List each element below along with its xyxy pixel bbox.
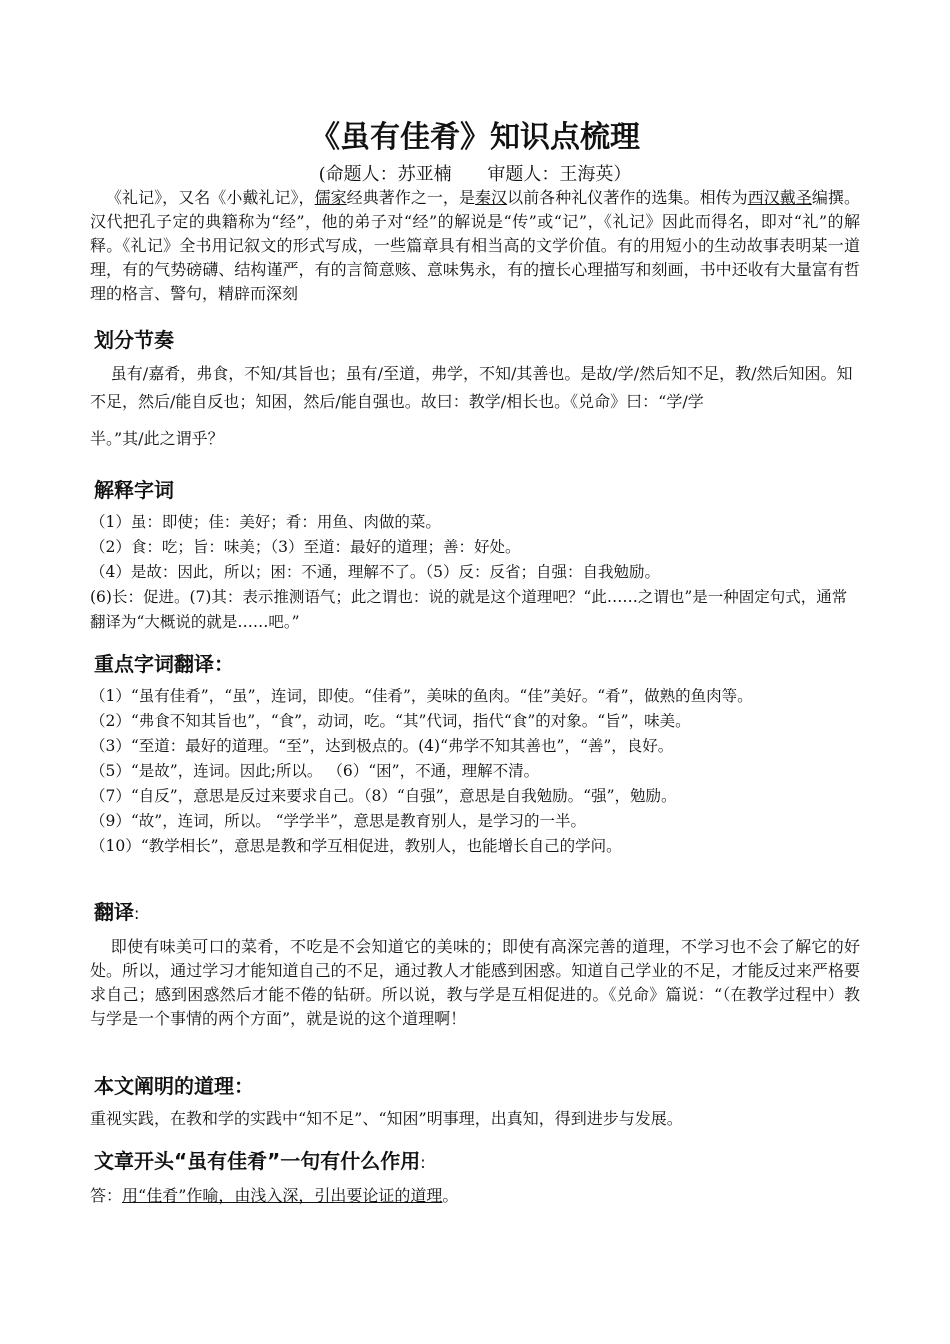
reviewer-credit: 审题人：王海英） (487, 164, 632, 185)
list-item: (6)长：促进。(7)其：表示推测语气；此之谓也：说的就是这个道理吧？“此……之谓也”是一种固定句式，通常翻译为“大概说的就是……吧。” (90, 588, 848, 631)
principle-text: 重视实践，在教和学的实践中“知不足”、“知困”明事理，出真知，得到进步与发展。 (90, 1109, 683, 1128)
intro-text: 以前各种礼仪著作的选集。相传为 (507, 188, 748, 207)
intro-text: 经典著作之一，是 (346, 188, 475, 207)
heading-text: 翻译 (94, 900, 134, 924)
opening-answer (90, 1183, 860, 1206)
list-item: （3）“至道：最好的道理。“至”，达到极点的。(4)“弗学不知其善也”，“善”，良好。 (90, 737, 674, 755)
list-item: （9）“故”，连词，所以。 “学学半”，意思是教育别人，是学习的一半。 (90, 812, 586, 830)
translation-paragraph: 即使有味美可口的菜肴，不吃是不会知道它的美味的；即使有高深完善的道理，不学习也不会了解它的好处。所以，通过学习才能知道自己的不足，通过教人才能感到困惑。知道自己学业的不足，才能反过来严格要求自己；感到困惑然后才能不倦的钻研。所以说，教与学是互相促进的。《兑命》篇说：“（在教学过程中）教与学是一个事情的两个方面”，就是说的这个道理啊！ (90, 937, 860, 1028)
intro-paragraph (90, 186, 860, 306)
list-item: （1）虽：即使；佳：美好；肴：用鱼、肉做的菜。 (90, 513, 441, 531)
answer-text: 用“佳肴”作喻，由浅入深，引出要论证的道理 (122, 1186, 443, 1205)
answer-label: 答： (90, 1186, 123, 1205)
document-title: 《虽有佳肴》知识点梳理 (310, 120, 640, 155)
section-heading-words: 解释字词 (94, 478, 174, 502)
intro-text: 编撰。汉代把孔子定的典籍称为“经”，他的弟子对“经”的解说是“传”或“记”，《礼记》因此而得名，即对“礼”的解释。《礼记》全书用记叙文的形式写成，一些篇章具有相当高的文学价值。有的用短小的生动故事表明某一道理，有的气势磅礴、结构谨严，有的言简意赅、意味隽永，有的擅长心理描写和刻画，书中还收有大量富有哲理的格言、警句，精辟而深刻 (90, 188, 860, 303)
rhythm-paragraph: 虽有/嘉肴，弗食，不知/其旨也；虽有/至道，弗学，不知/其善也。是故/学/然后知不足，教/然后知困。知不足，然后/能自反也；知困，然后/能自强也。故曰：教学/相长也。《兑命》曰：“学/学 (90, 364, 853, 411)
list-item: （2）“弗食不知其旨也”，“食”，动词，吃。“其”代词，指代“食”的对象。“旨”，味美。 (90, 712, 691, 730)
section-heading-translation (94, 896, 139, 925)
list-item: （1）“虽有佳肴”，“虽”，连词，即使。“佳肴”，美味的鱼肉。“佳”美好。“肴”，做熟的鱼肉等。 (90, 687, 753, 705)
link-rujia[interactable]: 儒家 (314, 188, 347, 207)
list-item: （7）“自反”，意思是反过来要求自己。（8）“自强”，意思是自我勉励。“强”，勉励。 (90, 787, 677, 805)
word-explanations (90, 510, 860, 635)
key-word-translations (90, 684, 880, 859)
rhythm-paragraph-end: 半。”其/此之谓乎？ (90, 429, 224, 448)
section-heading-rhythm: 划分节奏 (94, 328, 174, 352)
link-qinhan[interactable]: 秦汉 (475, 188, 508, 207)
heading-text: 文章开头“虽有佳肴”一句有什么作用 (94, 1149, 421, 1173)
heading-colon: : (420, 1153, 426, 1172)
list-item: （4）是故：因此，所以；困：不通，理解不了。（5）反：反省；自强：自我勉励。 (90, 563, 660, 581)
list-item: （10）“教学相长”，意思是教和学互相促进，教别人，也能增长自己的学问。 (90, 837, 622, 855)
list-item: （2）食：吃；旨：味美；（3）至道：最好的道理；善：好处。 (90, 538, 521, 556)
link-daisheng[interactable]: 西汉戴圣 (747, 188, 812, 207)
document-subtitle (0, 160, 950, 186)
section-heading-key-words: 重点字词翻译： (94, 652, 234, 676)
heading-colon: : (134, 904, 140, 923)
author-credit: (命题人：苏亚楠 (318, 164, 452, 185)
section-heading-principle: 本文阐明的道理： (94, 1074, 254, 1098)
intro-text: 《礼记》，又名《小戴礼记》， (106, 188, 315, 207)
section-heading-opening (94, 1145, 426, 1174)
answer-end: 。 (442, 1186, 459, 1205)
list-item: （5）“是故”，连词。因此;所以。 （6）“困”，不通，理解不清。 (90, 762, 540, 780)
